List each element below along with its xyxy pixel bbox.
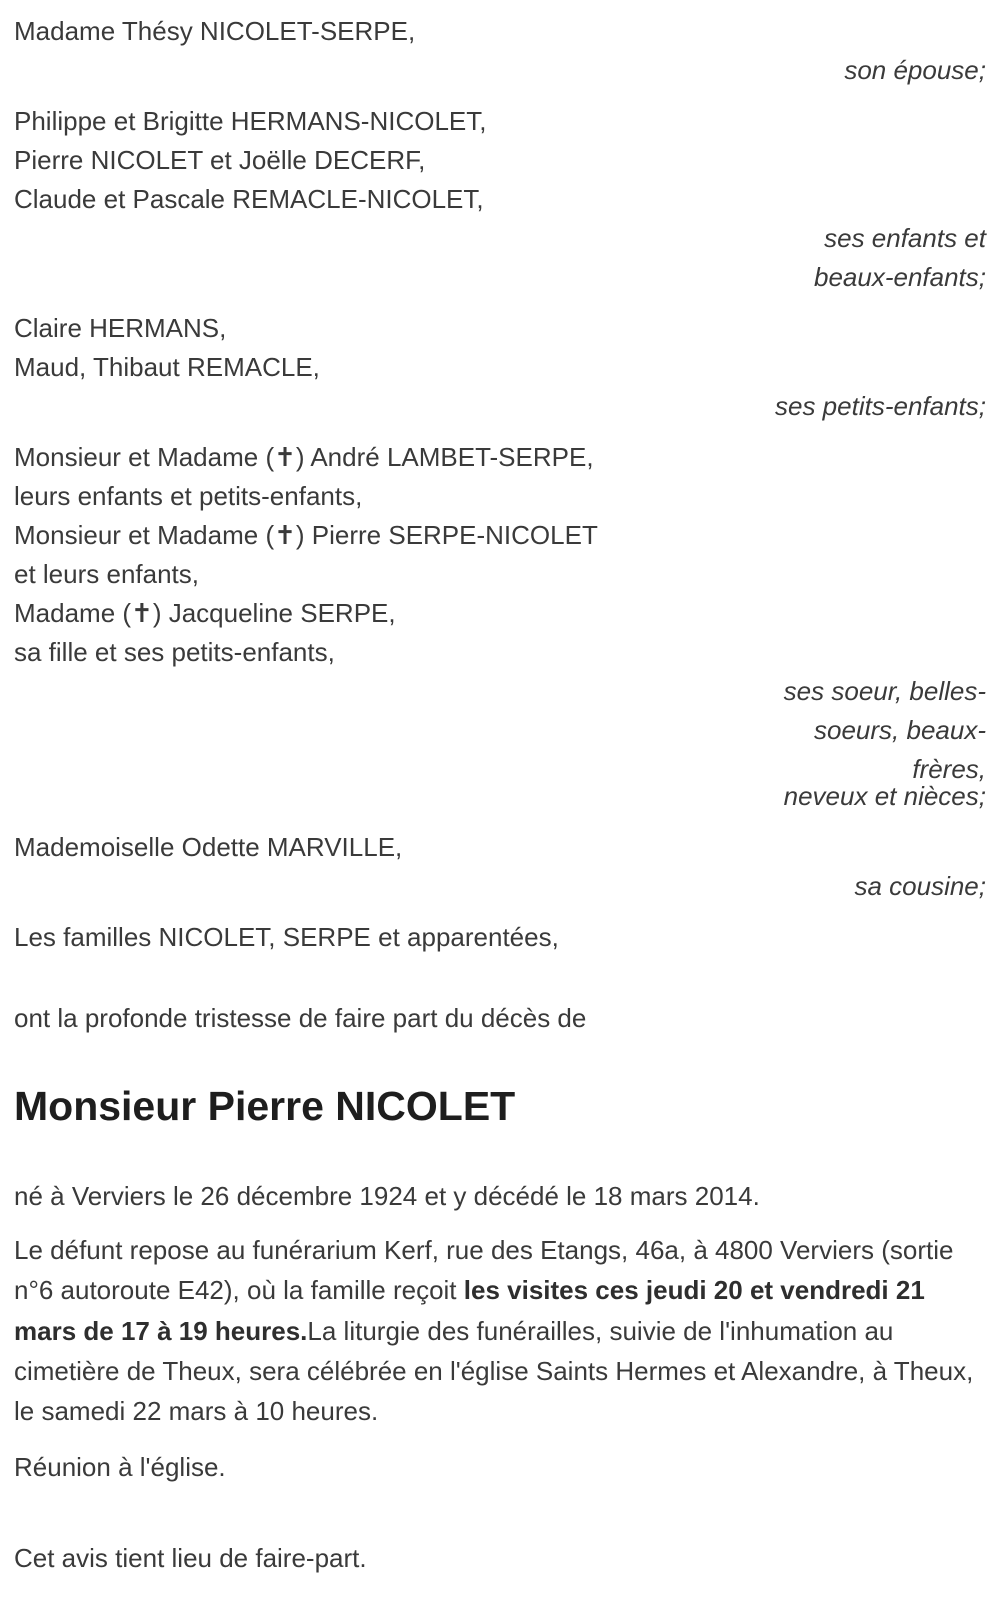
- extended-family-relation-label: neveux et nièces;: [783, 781, 986, 811]
- details-visits-bold: les visites ces jeudi 20 et vendredi 21 mars de 17 à 19 heures.: [14, 1275, 925, 1346]
- child-name-line: Pierre NICOLET et Joëlle DECERF,: [14, 145, 426, 175]
- child-name-line: Philippe et Brigitte HERMANS-NICOLET,: [14, 106, 487, 136]
- extended-family-name-line: Madame (✝) Jacqueline SERPE,: [14, 598, 396, 628]
- details-part1: Le défunt repose au funérarium Kerf, rue des Etangs, 46a, à 4800 Verviers (sortie n°6 autoroute E42), où la famille reçoit: [14, 1235, 954, 1306]
- grandchild-name-line: Maud, Thibaut REMACLE,: [14, 352, 320, 382]
- spouse-name-line: Madame Thésy NICOLET-SERPE,: [14, 16, 416, 46]
- funeral-details-paragraph: [14, 1230, 986, 1431]
- life-dates-line: né à Verviers le 26 décembre 1924 et y décédé le 18 mars 2014.: [14, 1181, 760, 1212]
- deceased-name-heading: Monsieur Pierre NICOLET: [14, 1083, 516, 1129]
- cousin-block: [14, 828, 986, 906]
- extended-family-block: [14, 438, 986, 816]
- extended-family-relation-label: ses soeur, belles-: [783, 676, 986, 706]
- footer-line: Cet avis tient lieu de faire-part.: [14, 1542, 367, 1573]
- obituary-notice: [14, 12, 986, 1578]
- extended-family-name-line: sa fille et ses petits-enfants,: [14, 637, 335, 667]
- intro-line: ont la profonde tristesse de faire part du décès de: [14, 1003, 587, 1033]
- details-part2: La liturgie des funérailles, suivie de l'inhumation au cimetière de Theux, sera célébrée en l'église Saints Hermes et Alexandre, à Theux, le samedi 22 mars à 10 heures.: [14, 1315, 974, 1427]
- children-block: [14, 102, 986, 297]
- extended-family-name-line: leurs enfants et petits-enfants,: [14, 481, 363, 511]
- child-name-line: Claude et Pascale REMACLE-NICOLET,: [14, 184, 484, 214]
- grandchildren-block: [14, 309, 986, 426]
- meeting-line: Réunion à l'église.: [14, 1451, 226, 1482]
- children-relation-label: beaux-enfants;: [813, 262, 986, 292]
- extended-family-name-line: et leurs enfants,: [14, 559, 199, 589]
- grandchildren-relation-label: ses petits-enfants;: [775, 391, 986, 421]
- families-line: Les familles NICOLET, SERPE et apparentées,: [14, 922, 559, 952]
- extended-family-name-line: Monsieur et Madame (✝) André LAMBET-SERPE,: [14, 442, 594, 472]
- extended-family-relation-label: soeurs, beaux-: [814, 715, 986, 745]
- cousin-name-line: Mademoiselle Odette MARVILLE,: [14, 832, 403, 862]
- extended-family-relation-label: frères,: [912, 754, 986, 784]
- children-relation-label: ses enfants et: [824, 223, 986, 253]
- grandchild-name-line: Claire HERMANS,: [14, 313, 227, 343]
- spouse-relation-label: son épouse;: [844, 55, 986, 85]
- extended-family-name-line: Monsieur et Madame (✝) Pierre SERPE-NICOLET: [14, 520, 598, 550]
- cousin-relation-label: sa cousine;: [854, 871, 986, 901]
- spouse-block: [14, 12, 986, 90]
